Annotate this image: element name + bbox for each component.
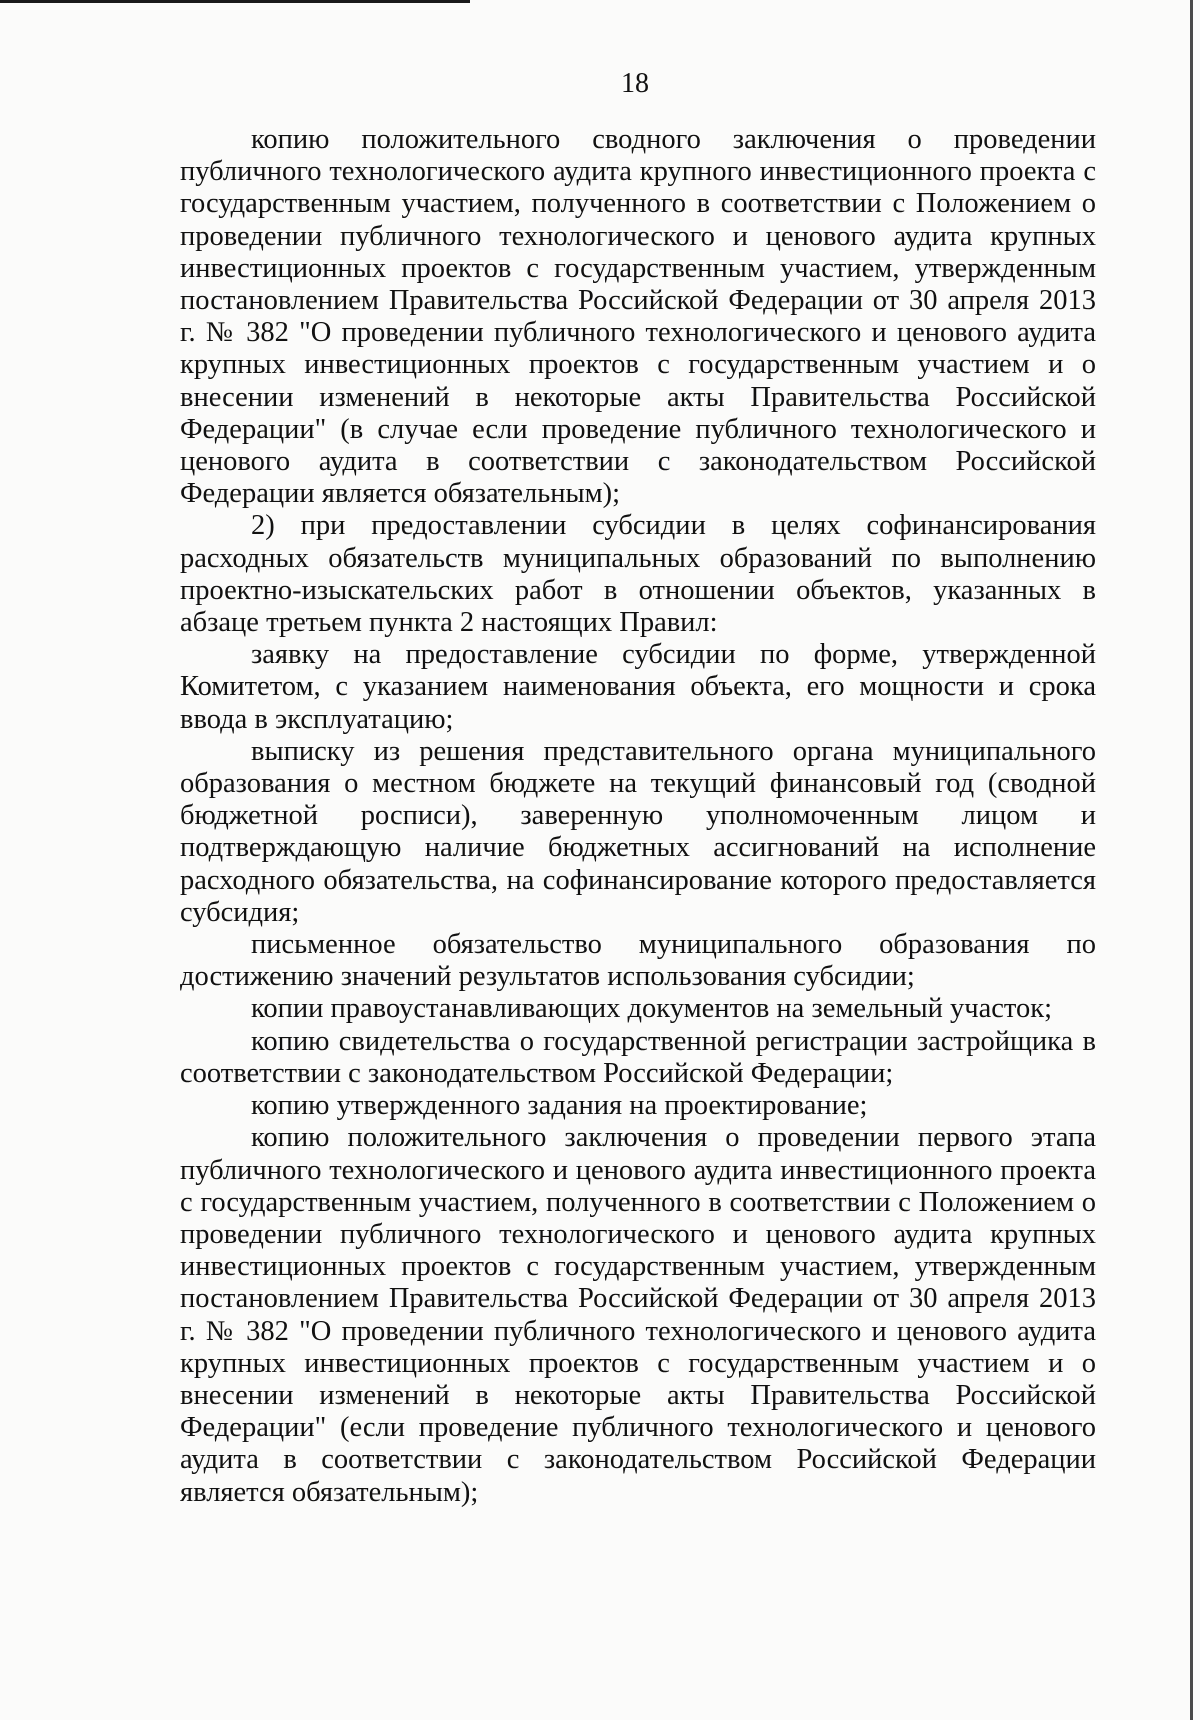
paragraph-9: копию положительного заключения о проведении первого этапа публичного технологического и ценового аудита инвестиционного проекта с государственным участием, полученного в соответствии с Положением о проведении публичного технологического и ценового аудита крупных инвестиционных проектов с государственным участием, утвержденным постановлением Правительства Российской Федерации от 30 апреля 2013 г. № 382 "О проведении публичного технологического и ценового аудита крупных инвестиционных проектов с государственным участием и о внесении изменений в некоторые акты Правительства Российской Федерации" (если проведение публичного технологического и ценового аудита в соответствии с законодательством Российской Федерации является обязательным); bbox=[180, 1122, 1096, 1508]
paragraph-7: копию свидетельства о государственной регистрации застройщика в соответствии с законодательством Российской Федерации; bbox=[180, 1025, 1096, 1089]
paragraph-2: 2) при предоставлении субсидии в целях софинансирования расходных обязательств муниципальных образований по выполнению проектно-изыскательских работ в отношении объектов, указанных в абзаце третьем пункта 2 настоящих Правил: bbox=[180, 510, 1096, 639]
paragraph-5: письменное обязательство муниципального образования по достижению значений результатов использования субсидии; bbox=[180, 929, 1096, 993]
paragraph-4: выписку из решения представительного органа муниципального образования о местном бюджете на текущий финансовый год (сводной бюджетной росписи), заверенную уполномоченным лицом и подтверждающую наличие бюджетных ассигнований на исполнение расходного обязательства, на софинансирование которого предоставляется субсидия; bbox=[180, 735, 1096, 928]
paragraph-8: копию утвержденного задания на проектирование; bbox=[251, 1090, 868, 1122]
paragraph-1: копию положительного сводного заключения о проведении публичного технологического аудита крупного инвестиционного проекта с государственным участием, полученного в соответствии с Положением о проведении публичного технологического и ценового аудита крупных инвестиционных проектов с государственным участием, утвержденным постановлением Правительства Российской Федерации от 30 апреля 2013 г. № 382 "О проведении публичного технологического и ценового аудита крупных инвестиционных проектов с государственным участием и о внесении изменений в некоторые акты Правительства Российской Федерации" (в случае если проведение публичного технологического и ценового аудита в соответствии с законодательством Российской Федерации является обязательным); bbox=[180, 124, 1096, 510]
document-body bbox=[180, 124, 1096, 1509]
page-number: 18 bbox=[621, 68, 649, 99]
paragraph-3: заявку на предоставление субсидии по форме, утвержденной Комитетом, с указанием наименования объекта, его мощности и срока ввода в эксплуатацию; bbox=[180, 639, 1096, 735]
scan-edge-right bbox=[1190, 0, 1193, 1720]
paragraph-6: копии правоустанавливающих документов на земельный участок; bbox=[251, 993, 1053, 1025]
scan-edge-top bbox=[0, 0, 470, 3]
